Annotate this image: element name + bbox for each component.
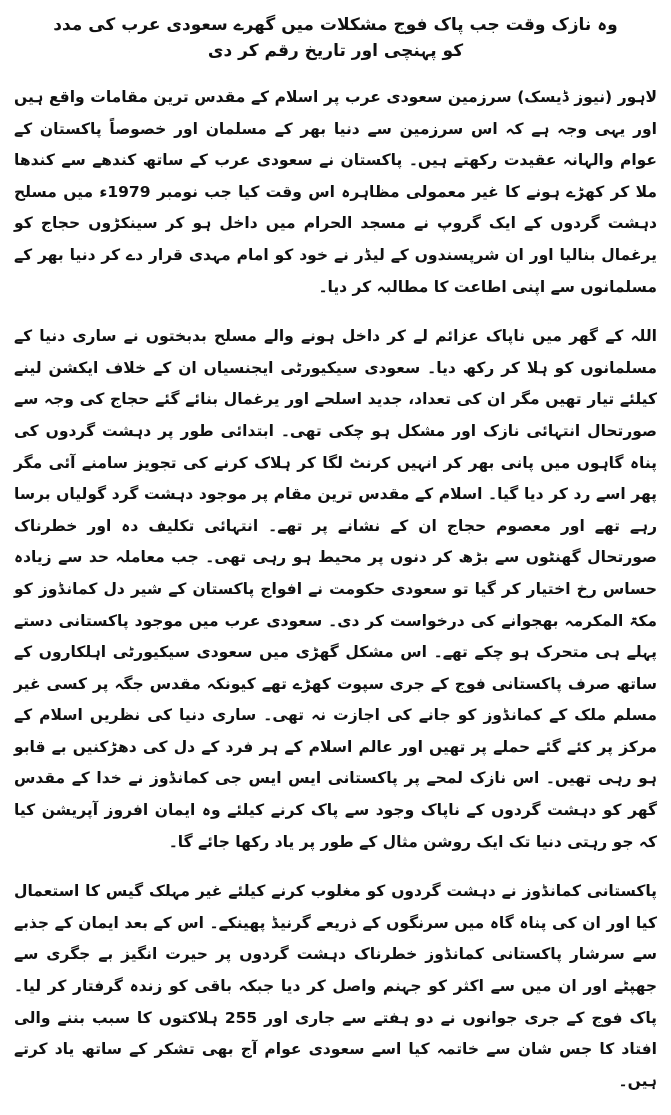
article-headline: وہ نازک وقت جب پاک فوج مشکلات میں گھرے سعودی عرب کی مدد کو پہنچی اور تاریخ رقم کر دی [53, 15, 618, 61]
article-paragraph-1: لاہور (نیوز ڈیسک) سرزمین سعودی عرب پر اسلام کے مقدس ترین مقامات واقع ہیں اور یہی وجہ ہے کہ اس سرزمین سے دنیا بھر کے مسلمان اور خصوصاً پاکستان کے عوام والہانہ عقیدت رکھتے ہیں۔ پاکستان نے سعودی عرب کے ساتھ کندھے سے کندھا ملا کر کھڑے ہونے کا غیر معمولی مظاہرہ اس وقت کیا جب نومبر 1979ء میں مسلح دہشت گردوں کے ایک گروپ نے مسجد الحرام میں داخل ہو کر سینکڑوں حجاج کو یرغمال بنالیا اور ان شرپسندوں کے لیڈر نے خود کو امام مہدی قرار دے کر دنیا بھر کے مسلمانوں سے اپنی اطاعت کا مطالبہ کر دیا۔ [14, 88, 657, 296]
article-paragraph-2: اللہ کے گھر میں ناپاک عزائم لے کر داخل ہونے والے مسلح بدبختوں نے ساری دنیا کے مسلمانوں کو ہلا کر رکھ دیا۔ سعودی سیکیورٹی ایجنسیاں ان کے خلاف ایکشن لینے کیلئے تیار تھیں مگر ان کی تعداد، جدید اسلحے اور یرغمال بنائے گئے حجاج کی وجہ سے صورتحال انتہائی نازک اور مشکل ہو چکی تھی۔ ابتدائی طور پر دہشت گردوں کی پناہ گاہوں میں پانی بھر کر انہیں کرنٹ لگا کر ہلاک کرنے کی تجویز سامنے آئی مگر پھر اسے رد کر دیا گیا۔ اسلام کے مقدس ترین مقام پر موجود دہشت گرد گولیاں برسا رہے تھے اور معصوم حجاج ان کے نشانے پر تھے۔ انتہائی تکلیف دہ اور خطرناک صورتحال گھنٹوں سے بڑھ کر دنوں پر محیط ہو رہی تھی۔ جب معاملہ حد سے زیادہ حساس رخ اختیار کر گیا تو سعودی حکومت نے افواج پاکستان کے شیر دل کمانڈوز کو مکۃ المکرمہ بھجوانے کی درخواست کر دی۔ سعودی عرب میں موجود پاکستانی دستے پہلے ہی متحرک ہو چکے تھے۔ اس مشکل گھڑی میں سعودی سیکیورٹی اہلکاروں کے ساتھ صرف پاکستانی فوج کے جری سپوت کھڑے تھے کیونکہ مقدس جگہ پر کسی غیر مسلم ملک کے کمانڈوز کو جانے کی اجازت نہ تھی۔ ساری دنیا کی نظریں اسلام کے مرکز پر کئے گئے حملے پر تھیں اور عالم اسلام کے ہر فرد کے دل کی دھڑکنیں بے قابو ہو رہی تھیں۔ اس نازک لمحے پر پاکستانی ایس ایس جی کمانڈوز نے خدا کے مقدس گھر کو دہشت گردوں کے ناپاک وجود سے پاک کرنے کیلئے وہ ایمان افروز آپریشن کیا کہ جو رہتی دنیا تک ایک روشن مثال کے طور پر یاد رکھا جائے گا۔ [14, 327, 657, 851]
news-article [14, 12, 657, 1115]
article-paragraph-3: پاکستانی کمانڈوز نے دہشت گردوں کو مغلوب کرنے کیلئے غیر مہلک گیس کا استعمال کیا اور ان کی پناہ گاہ میں سرنگوں کے ذریعے گرنیڈ پھینکے۔ اس کے بعد ایمان کے جذبے سے سرشار پاکستانی کمانڈوز خطرناک دہشت گردوں پر حیرت انگیز بے جگری سے جھپٹے اور ان میں سے اکثر کو جہنم واصل کر دیا جبکہ باقی کو زندہ گرفتار کر لیا۔ پاک فوج کے جری جوانوں نے دو ہفتے سے جاری اور 255 ہلاکتوں کا سبب بننے والی افتاد کا جس شان سے خاتمہ کیا اسے سعودی عوام آج بھی تشکر کے ساتھ یاد کرتے ہیں۔ [14, 882, 657, 1090]
